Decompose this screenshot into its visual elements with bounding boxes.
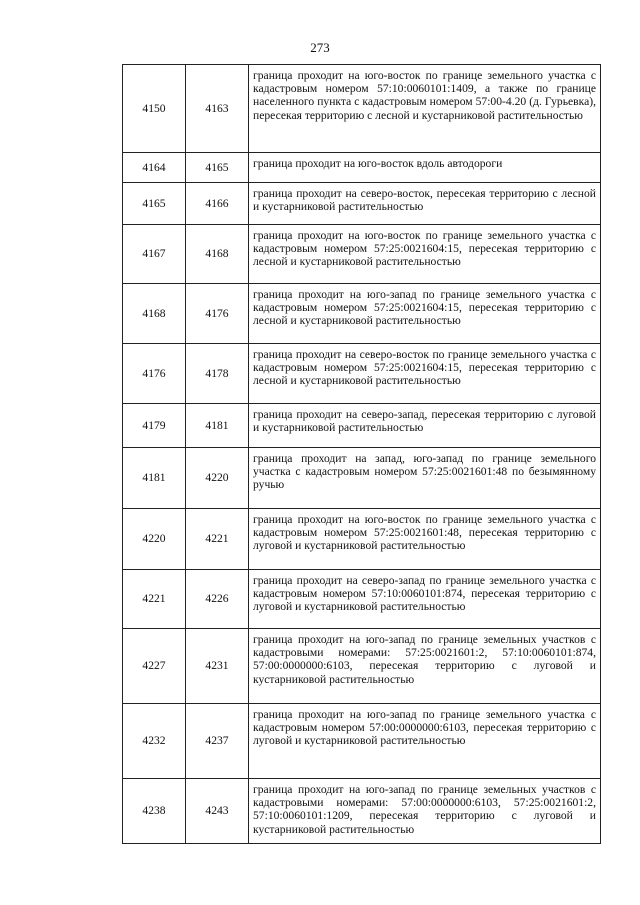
boundary-description: граница проходит на юго-восток по границе земельного участка с кадастровым номером 57:10:0060101:1409, а также по границе населенного пункта с кадастровым номером 57:00-4.20 (д. Гурьевка), пересекая территорию с лесной и кустарниковой растительностью [249,65,601,153]
point-from: 4221 [123,570,186,629]
point-from: 4176 [123,344,186,404]
point-from: 4168 [123,284,186,344]
table-row [123,629,601,704]
boundary-description: граница проходит на северо-восток по границе земельного участка с кадастровым номером 57:25:0021604:15, пересекая территорию с лесной и кустарниковой растительностью [249,344,601,404]
point-from: 4238 [123,779,186,844]
point-from: 4150 [123,65,186,153]
table-row [123,704,601,779]
table-row [123,153,601,183]
point-from: 4164 [123,153,186,183]
table-row [123,570,601,629]
boundary-description: граница проходит на юго-восток по границе земельного участка с кадастровым номером 57:25:0021601:48, пересекая территорию с луговой и кустарниковой растительностью [249,509,601,570]
point-to: 4237 [186,704,249,779]
boundary-description-table [122,64,601,844]
point-to: 4168 [186,225,249,284]
point-from: 4220 [123,509,186,570]
boundary-description: граница проходит на юго-запад по границе земельных участков с кадастровыми номерами: 57:25:0021601:2, 57:10:0060101:874, 57:00:0000000:6103, пересекая территорию с луговой и кустарниковой растительностью [249,629,601,704]
point-to: 4181 [186,404,249,448]
boundary-description: граница проходит на юго-запад по границе земельных участков с кадастровыми номерами: 57:00:0000000:6103, 57:25:0021601:2, 57:10:0060101:1209, пересекая территорию с луговой и кустарниковой растительностью [249,779,601,844]
table-row [123,65,601,153]
point-from: 4232 [123,704,186,779]
table-row [123,225,601,284]
boundary-description: граница проходит на юго-восток вдоль автодороги [249,153,601,183]
table-row [123,509,601,570]
boundary-description: граница проходит на юго-восток по границе земельного участка с кадастровым номером 57:25:0021604:15, пересекая территорию с лесной и кустарниковой растительностью [249,225,601,284]
table-row [123,284,601,344]
point-from: 4181 [123,448,186,509]
point-to: 4243 [186,779,249,844]
point-to: 4226 [186,570,249,629]
table-row [123,779,601,844]
point-from: 4167 [123,225,186,284]
point-from: 4227 [123,629,186,704]
point-from: 4179 [123,404,186,448]
point-to: 4231 [186,629,249,704]
table-row [123,344,601,404]
point-from: 4165 [123,183,186,225]
point-to: 4178 [186,344,249,404]
point-to: 4176 [186,284,249,344]
table-row [123,183,601,225]
boundary-description: граница проходит на северо-восток, пересекая территорию с лесной и кустарниковой растительностью [249,183,601,225]
table-row [123,448,601,509]
boundary-description: граница проходит на запад, юго-запад по границе земельного участка с кадастровым номером 57:25:0021601:48 по безымянному ручью [249,448,601,509]
boundary-description: граница проходит на юго-запад по границе земельного участка с кадастровым номером 57:25:0021604:15, пересекая территорию с лесной и кустарниковой растительностью [249,284,601,344]
point-to: 4221 [186,509,249,570]
point-to: 4220 [186,448,249,509]
boundary-description: граница проходит на северо-запад по границе земельного участка с кадастровым номером 57:10:0060101:874, пересекая территорию с луговой и кустарниковой растительностью [249,570,601,629]
page-number: 273 [310,40,330,55]
table-row [123,404,601,448]
point-to: 4163 [186,65,249,153]
boundary-description: граница проходит на юго-запад по границе земельного участка с кадастровым номером 57:00:0000000:6103, пересекая территорию с луговой и кустарниковой растительностью [249,704,601,779]
boundary-description: граница проходит на северо-запад, пересекая территорию с луговой и кустарниковой растительностью [249,404,601,448]
point-to: 4165 [186,153,249,183]
point-to: 4166 [186,183,249,225]
